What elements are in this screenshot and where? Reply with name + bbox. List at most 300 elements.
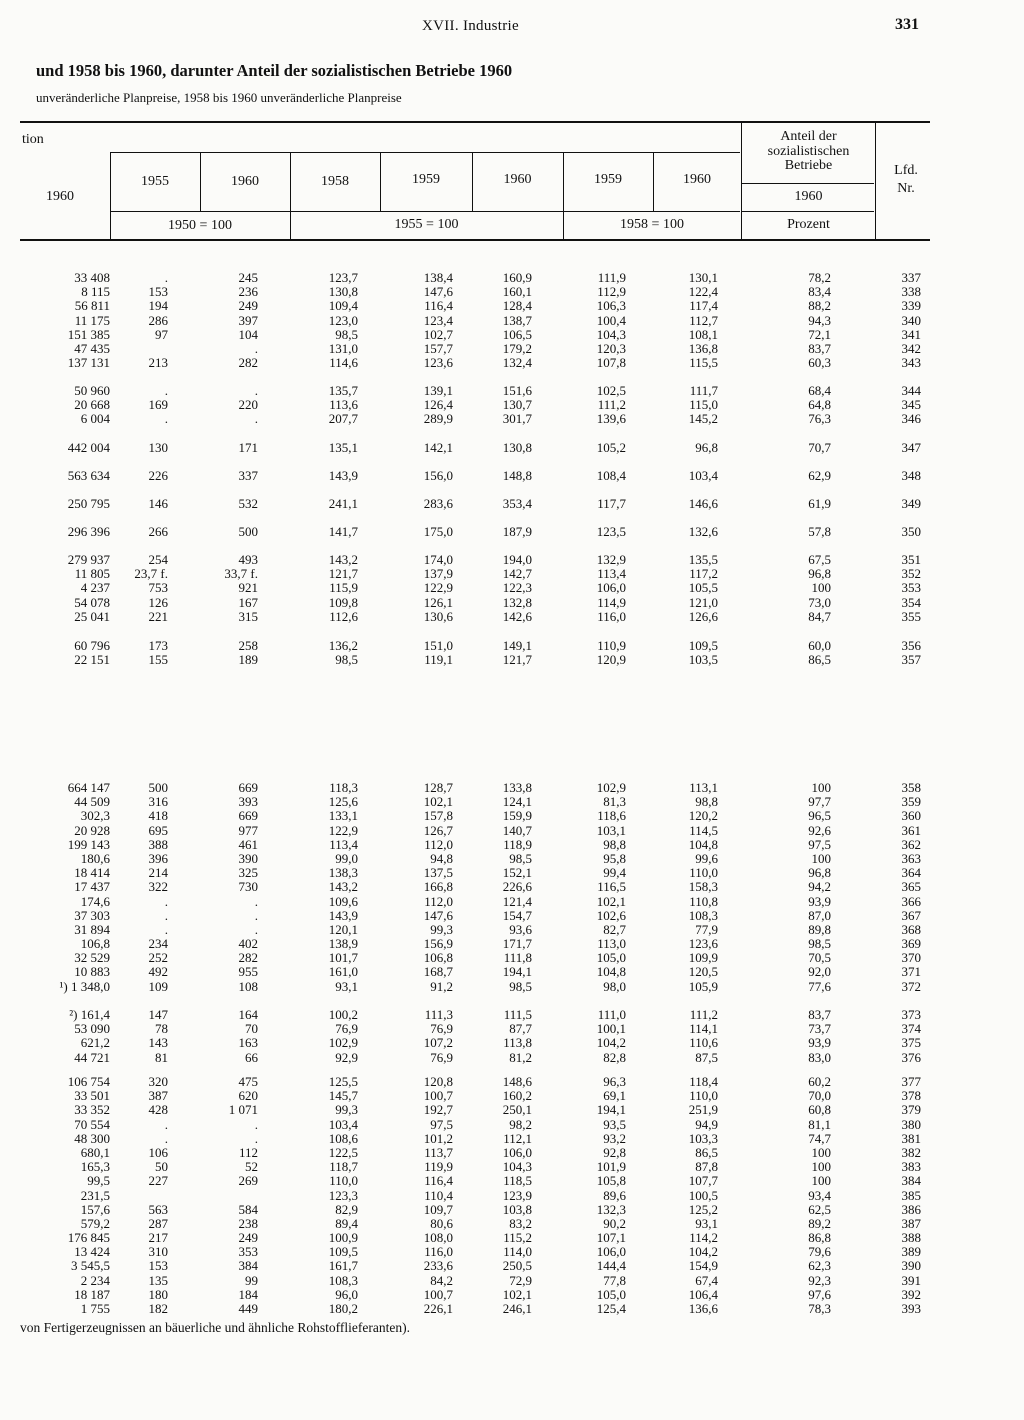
cell-index-1955: . [164,383,168,398]
cell-index-1960c: 109,9 [688,950,718,966]
cell-anteil-percent: 89,2 [808,1215,831,1231]
cell-index-1955: 500 [148,780,168,795]
cell-index-1958: 108,6 [328,1130,358,1146]
cell-lfd-nr: 344 [901,383,921,398]
cell-index-1955: 109 [148,978,168,994]
cell-index-1959b: 102,1 [596,893,626,909]
cell-production-1960: 11 175 [74,312,110,328]
cell-index-1960c: 122,4 [688,284,718,300]
row-group [0,639,1024,667]
cell-index-1955: 254 [148,552,168,567]
cell-index-1958: 123,3 [328,1187,358,1203]
cell-index-1960b: 112,1 [503,1130,532,1146]
cell-anteil-percent: 60,2 [808,1074,831,1089]
table-row [0,1103,1024,1117]
cell-index-1959a: 108,0 [423,1230,453,1246]
cell-index-1960b: 81,2 [509,1049,532,1065]
cell-index-1958: 241,1 [328,496,358,511]
cell-index-1960a: 393 [238,794,258,810]
cell-production-1960: 48 300 [74,1130,110,1146]
table-row [0,1203,1024,1217]
cell-index-1960a: . [254,893,258,909]
cell-index-1960b: 115,2 [503,1230,532,1246]
cell-index-1960a: 1 071 [228,1102,258,1118]
cell-index-1959a: 76,9 [430,1021,453,1037]
cell-anteil-percent: 78,3 [808,1301,831,1316]
cell-index-1959b: 113,0 [597,936,626,952]
cell-index-1959a: 166,8 [423,879,453,895]
cell-index-1958: 112,6 [329,608,358,624]
cell-lfd-nr: 362 [901,836,921,852]
cell-anteil-percent: 83,4 [808,284,831,300]
table-row [0,824,1024,838]
cell-index-1959b: 113,4 [597,566,626,582]
cell-index-1959a: 111,3 [424,1007,453,1022]
cell-index-1959b: 102,5 [596,383,626,398]
cell-index-1960c: 110,0 [689,865,718,881]
cell-lfd-nr: 379 [901,1102,921,1118]
cell-lfd-nr: 393 [901,1301,921,1316]
cell-index-1958: 121,7 [328,566,358,582]
cell-index-1960c: 154,9 [688,1258,718,1274]
cell-anteil-percent: 93,9 [808,1035,831,1051]
cell-lfd-nr: 370 [901,950,921,966]
cell-anteil-percent: 76,3 [808,411,831,427]
table-row [0,314,1024,328]
cell-production-1960: 33 501 [74,1088,110,1104]
table-row [0,1259,1024,1273]
cell-index-1959a: 126,4 [423,397,453,413]
cell-index-1959b: 107,8 [596,355,626,371]
cell-lfd-nr: 354 [901,594,921,610]
cell-index-1955: 286 [148,312,168,328]
cell-index-1960a: 282 [238,355,258,371]
cell-index-1958: 138,9 [328,936,358,952]
cell-index-1960a: . [254,1130,258,1146]
header-mid-rule [110,211,740,212]
cell-index-1959a: 91,2 [430,978,453,994]
cell-index-1960b: 194,1 [502,964,532,980]
cell-index-1960b: 226,6 [502,879,532,895]
cell-index-1959b: 92,8 [603,1144,626,1160]
table-row [0,356,1024,370]
cell-index-1955: . [164,907,168,923]
cell-index-1960b: 132,4 [502,355,532,371]
cell-production-1960: 176 845 [67,1230,110,1246]
cell-index-1959b: 118,6 [597,808,626,824]
cell-index-1960c: 110,6 [689,1035,718,1051]
cell-index-1959b: 81,3 [603,794,626,810]
cell-index-1960a: 620 [238,1088,258,1104]
cell-index-1958: 135,7 [328,383,358,398]
cell-index-1959a: 139,1 [423,383,453,398]
cell-index-1960b: 159,9 [502,808,532,824]
cell-index-1960a: 315 [238,608,258,624]
cell-index-1959b: 105,0 [596,1286,626,1302]
row-group [0,271,1024,370]
cell-index-1955: 387 [148,1088,168,1104]
cell-index-1960b: 114,0 [503,1244,532,1260]
cell-index-1955: 388 [148,836,168,852]
cell-index-1960a: . [254,907,258,923]
cell-index-1959a: 84,2 [430,1272,453,1288]
cell-index-1958: 125,5 [328,1074,358,1089]
cell-index-1960c: 114,2 [689,1230,718,1246]
cell-anteil-percent: 98,5 [808,936,831,952]
header-year-1960a: 1960 [231,174,259,189]
cell-index-1960a: 337 [238,468,258,483]
table-row [0,384,1024,398]
cell-index-1959b: 116,0 [597,608,626,624]
cell-index-1960a: 397 [238,312,258,328]
header-tion: tion [22,132,44,147]
cell-index-1959a: 283,6 [423,496,453,511]
cell-index-1960c: 115,5 [689,355,718,371]
cell-lfd-nr: 345 [901,397,921,413]
cell-anteil-percent: 83,7 [808,1007,831,1022]
cell-index-1959b: 144,4 [596,1258,626,1274]
cell-index-1959a: 101,2 [423,1130,453,1146]
cell-index-1958: 138,3 [328,865,358,881]
table-row [0,469,1024,483]
row-group [0,441,1024,455]
cell-index-1959b: 106,3 [596,298,626,314]
cell-lfd-nr: 374 [901,1021,921,1037]
cell-index-1958: 101,7 [328,950,358,966]
cell-index-1959b: 104,3 [596,326,626,342]
cell-index-1960b: 130,8 [502,440,532,455]
cell-index-1960c: 136,8 [688,340,718,356]
cell-index-1960c: 251,9 [688,1102,718,1118]
cell-index-1960a: 167 [238,594,258,610]
cell-index-1959a: 112,0 [424,836,453,852]
header-lfd-line2: Nr. [897,181,915,196]
cell-index-1960c: 108,3 [688,907,718,923]
cell-index-1960a: 353 [238,1244,258,1260]
cell-index-1960a: 390 [238,850,258,866]
cell-index-1958: 136,2 [328,638,358,653]
cell-index-1955: 155 [148,652,168,668]
cell-index-1955: 287 [148,1215,168,1231]
cell-production-1960: 60 796 [74,638,110,653]
cell-index-1960c: 109,5 [688,638,718,653]
cell-index-1958: 133,1 [328,808,358,824]
cell-index-1960b: 142,7 [502,566,532,582]
cell-index-1960a: 112 [238,1144,258,1160]
cell-index-1960b: 132,8 [502,594,532,610]
cell-index-1960c: 103,4 [688,468,718,483]
cell-index-1955: 146 [148,496,168,511]
cell-production-1960: 174,6 [80,893,110,909]
cell-lfd-nr: 365 [901,879,921,895]
cell-production-1960: 1 755 [80,1301,110,1316]
table-row [0,1022,1024,1036]
cell-index-1960b: 118,9 [503,836,532,852]
cell-index-1959b: 104,2 [596,1035,626,1051]
cell-index-1959a: 226,1 [423,1301,453,1316]
cell-index-1960b: 187,9 [502,524,532,539]
cell-index-1960c: 93,1 [695,1215,718,1231]
cell-index-1960c: 145,2 [688,411,718,427]
cell-index-1960c: 132,6 [688,524,718,539]
cell-index-1960c: 105,5 [688,580,718,596]
cell-anteil-percent: 73,7 [808,1021,831,1037]
cell-index-1959a: 126,1 [423,594,453,610]
cell-lfd-nr: 358 [901,780,921,795]
running-header-title: XVII. Industrie [422,18,519,34]
cell-index-1958: 161,7 [328,1258,358,1274]
cell-production-1960: 199 143 [67,836,110,852]
cell-production-1960: 44 721 [74,1049,110,1065]
cell-production-1960: 56 811 [74,298,110,314]
cell-index-1960a: . [254,1116,258,1132]
cell-index-1960b: 148,6 [502,1074,532,1089]
cell-lfd-nr: 350 [901,524,921,539]
cell-index-1955: 320 [148,1074,168,1089]
row-group [0,1075,1024,1316]
cell-lfd-nr: 386 [901,1201,921,1217]
cell-production-1960: 33 408 [74,270,110,285]
cell-production-1960: 279 937 [67,552,110,567]
table-row [0,639,1024,653]
row-group [0,497,1024,511]
cell-anteil-percent: 94,2 [808,879,831,895]
cell-index-1960a: 249 [238,1230,258,1246]
cell-index-1960b: 160,1 [502,284,532,300]
cell-index-1959a: 113,7 [424,1144,453,1160]
cell-anteil-percent: 64,8 [808,397,831,413]
cell-index-1960a: 164 [238,1007,258,1022]
cell-production-1960: 2 234 [80,1272,110,1288]
cell-index-1959b: 123,5 [596,524,626,539]
cell-index-1960b: 98,5 [509,978,532,994]
cell-index-1960c: 110,0 [689,1088,718,1104]
cell-production-1960: ²) 161,4 [69,1007,110,1022]
cell-index-1960c: 111,7 [689,383,718,398]
cell-index-1958: 100,2 [328,1007,358,1022]
cell-production-1960: 180,6 [80,850,110,866]
table-row [0,1008,1024,1022]
table-row [0,895,1024,909]
cell-index-1955: . [164,411,168,427]
cell-index-1958: 109,5 [328,1244,358,1260]
cell-lfd-nr: 349 [901,496,921,511]
cell-anteil-percent: 81,1 [808,1116,831,1132]
cell-index-1960a: 245 [238,270,258,285]
page-number: 331 [895,16,919,33]
cell-index-1960a: 236 [238,284,258,300]
cell-anteil-percent: 60,8 [808,1102,831,1118]
cell-anteil-percent: 83,0 [808,1049,831,1065]
cell-index-1958: 113,4 [329,836,358,852]
cell-production-1960: 53 090 [74,1021,110,1037]
cell-index-1959a: 102,7 [423,326,453,342]
cell-anteil-percent: 94,3 [808,312,831,328]
cell-index-1959b: 114,9 [597,594,626,610]
cell-production-1960: 106,8 [80,936,110,952]
cell-lfd-nr: 348 [901,468,921,483]
cell-index-1960b: 160,9 [502,270,532,285]
cell-index-1959a: 123,6 [423,355,453,371]
table-row [0,412,1024,426]
table-row [0,328,1024,342]
cell-production-1960: 250 795 [67,496,110,511]
row-group [0,525,1024,539]
cell-index-1959b: 106,0 [596,580,626,596]
cell-index-1959b: 104,8 [596,964,626,980]
cell-index-1960c: 103,5 [688,652,718,668]
cell-production-1960: 33 352 [74,1102,110,1118]
cell-anteil-percent: 86,8 [808,1230,831,1246]
cell-production-1960: 106 754 [67,1074,110,1089]
cell-index-1959a: 157,8 [423,808,453,824]
cell-index-1960c: 112,7 [689,312,718,328]
cell-anteil-percent: 97,6 [808,1286,831,1302]
cell-index-1958: 109,6 [328,893,358,909]
cell-index-1960b: 118,5 [503,1173,532,1189]
cell-index-1958: 93,1 [335,978,358,994]
cell-index-1958: 122,5 [328,1144,358,1160]
cell-index-1960c: 120,5 [688,964,718,980]
cell-production-1960: 4 237 [80,580,110,596]
cell-production-1960: 25 041 [74,608,110,624]
cell-index-1960c: 115,0 [689,397,718,413]
cell-index-1958: 115,9 [329,580,358,596]
cell-index-1955: 753 [148,580,168,596]
cell-index-1955: . [164,893,168,909]
cell-index-1960c: 86,5 [695,1144,718,1160]
cell-production-1960: 165,3 [80,1159,110,1175]
cell-index-1959a: 174,0 [423,552,453,567]
table-row [0,1036,1024,1050]
cell-lfd-nr: 381 [901,1130,921,1146]
cell-lfd-nr: 359 [901,794,921,810]
cell-index-1960c: 121,0 [688,594,718,610]
cell-production-1960: 296 396 [67,524,110,539]
cell-index-1960a: 70 [245,1021,258,1037]
cell-lfd-nr: 372 [901,978,921,994]
cell-index-1960c: 94,9 [695,1116,718,1132]
cell-index-1959a: 116,4 [424,298,453,314]
cell-index-1959b: 82,8 [603,1049,626,1065]
header-base-1955: 1955 = 100 [394,217,459,232]
cell-anteil-percent: 100 [811,1144,831,1160]
cell-lfd-nr: 373 [901,1007,921,1022]
cell-production-1960: 11 805 [74,566,110,582]
cell-index-1959a: 102,1 [423,794,453,810]
sub-tion-rule [110,152,740,153]
table-subheading: unveränderliche Planpreise, 1958 bis 1960 unveränderliche Planpreise [36,90,402,105]
cell-production-1960: 70 554 [74,1116,110,1132]
cell-anteil-percent: 79,6 [808,1244,831,1260]
cell-index-1959b: 105,8 [596,1173,626,1189]
cell-index-1959a: 126,7 [423,822,453,838]
header-base-1958: 1958 = 100 [620,217,684,232]
cell-lfd-nr: 364 [901,865,921,881]
cell-index-1958: 143,2 [328,552,358,567]
cell-index-1958: 123,0 [328,312,358,328]
cell-anteil-percent: 100 [811,1159,831,1175]
cell-production-1960: 302,3 [80,808,110,824]
header-anteil-year: 1960 [794,189,823,204]
cell-index-1959a: 157,7 [423,340,453,356]
cell-index-1959a: 119,9 [424,1159,453,1175]
cell-anteil-percent: 87,0 [808,907,831,923]
cell-anteil-percent: 100 [811,780,831,795]
cell-index-1958: 145,7 [328,1088,358,1104]
cell-index-1955: 50 [155,1159,168,1175]
cell-index-1960b: 250,1 [502,1102,532,1118]
cell-index-1959b: 99,4 [603,865,626,881]
cell-index-1959a: 99,3 [430,921,453,937]
cell-index-1958: 113,6 [329,397,358,413]
table-row [0,880,1024,894]
cell-index-1960b: 72,9 [509,1272,532,1288]
table-row [0,1174,1024,1188]
cell-index-1960c: 96,8 [695,440,718,455]
cell-production-1960: 442 004 [67,440,110,455]
cell-production-1960: 6 004 [80,411,110,427]
cell-production-1960: 664 147 [67,780,110,795]
cell-index-1959b: 110,9 [597,638,626,653]
cell-anteil-percent: 70,7 [808,440,831,455]
footnote: von Fertigerzeugnissen an bäuerliche und ähnliche Rohstofflieferanten). [20,1320,410,1335]
cell-index-1960b: 83,2 [509,1215,532,1231]
header-year-1959b: 1959 [594,172,622,187]
cell-index-1959b: 102,9 [596,780,626,795]
cell-index-1960b: 130,7 [502,397,532,413]
cell-index-1960c: 146,6 [688,496,718,511]
table-top-rule [20,121,930,123]
cell-index-1959b: 101,9 [596,1159,626,1175]
cell-index-1959a: 137,9 [423,566,453,582]
cell-index-1960a: 955 [238,964,258,980]
cell-index-1958: 76,9 [335,1021,358,1037]
table-row [0,909,1024,923]
cell-index-1960a: 584 [238,1201,258,1217]
cell-index-1960c: 158,3 [688,879,718,895]
cell-index-1958: 141,7 [328,524,358,539]
cell-index-1960b: 122,3 [502,580,532,596]
cell-index-1960a: 184 [238,1286,258,1302]
cell-index-1959b: 139,6 [596,411,626,427]
cell-index-1960b: 106,0 [502,1144,532,1160]
cell-anteil-percent: 70,5 [808,950,831,966]
cell-anteil-percent: 84,7 [808,608,831,624]
cell-anteil-percent: 57,8 [808,524,831,539]
cell-index-1958: 102,9 [328,1035,358,1051]
cell-index-1960c: 130,1 [688,270,718,285]
cell-index-1959a: 106,8 [423,950,453,966]
cell-index-1958: 125,6 [328,794,358,810]
cell-production-1960: 18 414 [74,865,110,881]
cell-index-1960a: 500 [238,524,258,539]
cell-index-1959b: 100,1 [596,1021,626,1037]
cell-production-1960: 231,5 [80,1187,110,1203]
cell-index-1959b: 100,4 [596,312,626,328]
cell-production-1960: 3 545,5 [71,1258,110,1274]
cell-index-1959b: 95,8 [603,850,626,866]
cell-lfd-nr: 347 [901,440,921,455]
cell-index-1960b: 149,1 [502,638,532,653]
cell-anteil-percent: 77,6 [808,978,831,994]
cell-index-1955: 217 [148,1230,168,1246]
cell-index-1958: 130,8 [328,284,358,300]
cell-index-1960c: 114,5 [689,822,718,838]
table-row [0,1118,1024,1132]
cell-index-1955: 169 [148,397,168,413]
cell-index-1959a: 76,9 [430,1049,453,1065]
